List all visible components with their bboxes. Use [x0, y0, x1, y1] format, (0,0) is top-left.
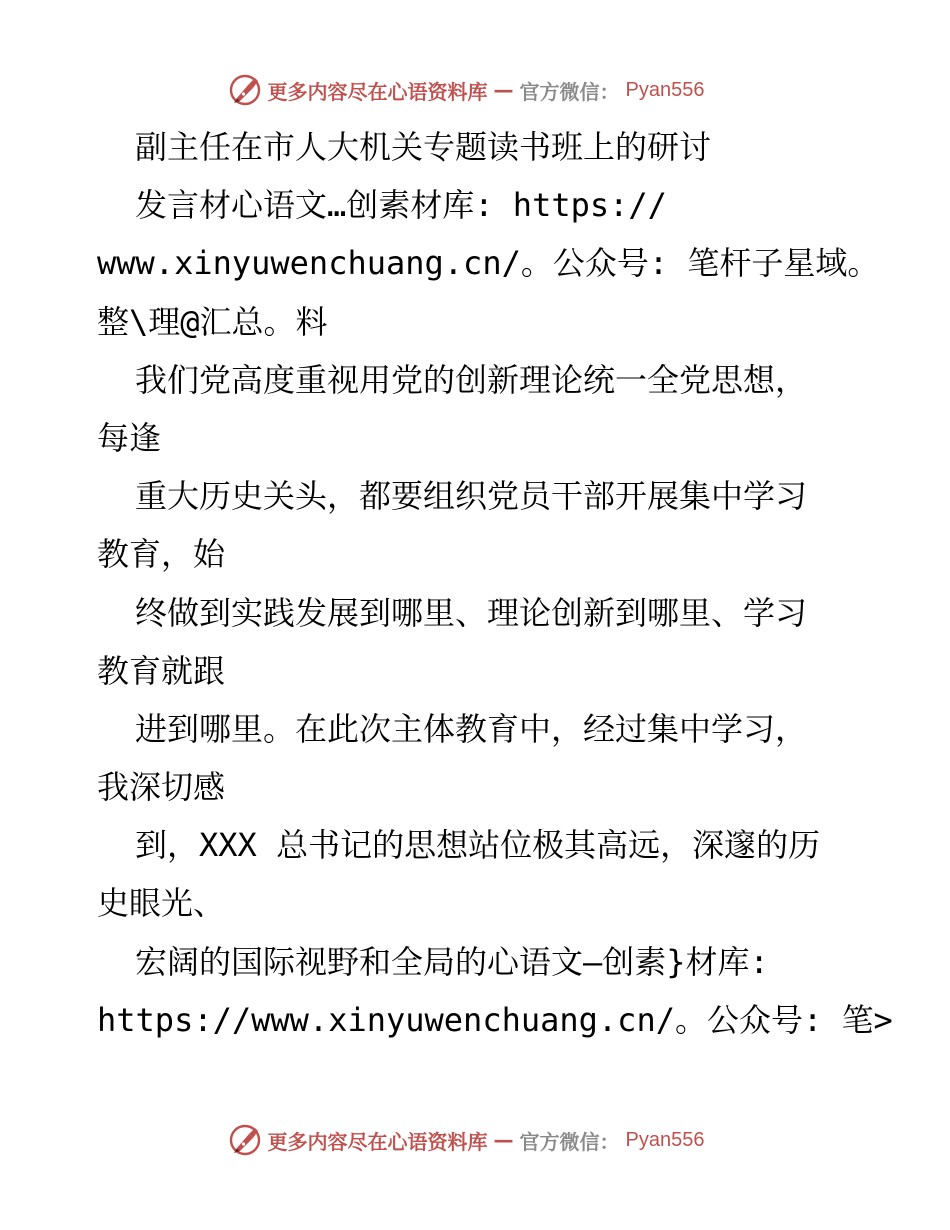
banner-wechat-label: 官方微信： [519, 79, 620, 104]
document-body [97, 118, 893, 1049]
document-line: https://www.xinyuwenchuang.cn/。公众号: 笔> [97, 1000, 893, 1039]
document-line: 史眼光、 [97, 884, 226, 923]
document-line: 我深切感 [97, 768, 226, 807]
banner-brand-text: 更多内容尽在心语资料库 [267, 1129, 488, 1154]
document-line: 每逢 [97, 418, 162, 457]
document-line: 宏阔的国际视野和全局的心语文—创素}材库: [135, 942, 769, 981]
footer-banner [0, 1120, 950, 1160]
document-line: 我们党高度重视用党的创新理论统一全党思想， [135, 360, 808, 399]
banner-separator: — [493, 78, 514, 102]
document-line: 教育就跟 [97, 651, 226, 690]
document-line: 重大历史关头，都要组织党员干部开展集中学习 [135, 477, 808, 516]
pen-nib-logo-icon [228, 73, 262, 107]
banner-wechat-id: Pyan556 [625, 1128, 705, 1151]
banner-wechat-id: Pyan556 [625, 78, 705, 101]
header-banner [0, 70, 950, 110]
document-line: 终做到实践发展到哪里、理论创新到哪里、学习 [135, 593, 808, 632]
document-line: www.xinyuwenchuang.cn/。公众号: 笔杆子星域。 [97, 244, 880, 283]
document-line: 发言材心语文…创素材库: https:// [135, 186, 667, 225]
document-line: 整\理@汇总。料 [97, 302, 328, 341]
banner-wechat-label: 官方微信： [519, 1129, 620, 1154]
document-line: 教育，始 [97, 535, 226, 574]
footer-banner-content [228, 1123, 705, 1157]
document-line: 到，XXX 总书记的思想站位极其高远，深邃的历 [135, 826, 821, 865]
banner-brand-text: 更多内容尽在心语资料库 [267, 79, 488, 104]
banner-separator: — [493, 1128, 514, 1152]
pen-nib-logo-icon [228, 1123, 262, 1157]
document-line: 副主任在市人大机关专题读书班上的研讨 [135, 128, 712, 166]
header-banner-content [228, 73, 705, 107]
document-line: 进到哪里。在此次主体教育中，经过集中学习， [135, 709, 808, 748]
